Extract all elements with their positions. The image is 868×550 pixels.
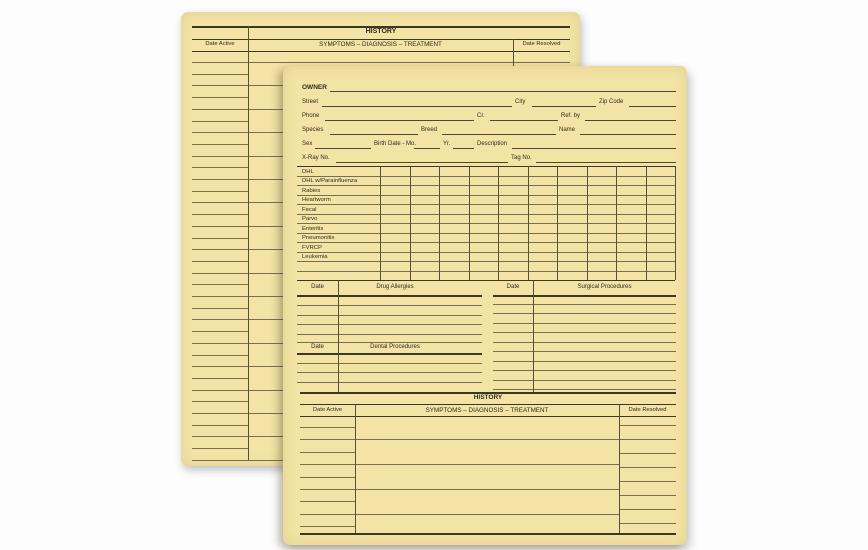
rule-line — [192, 156, 248, 157]
rule-line — [297, 242, 675, 243]
phone-label: Phone — [302, 113, 320, 119]
rule-line — [619, 453, 676, 454]
xray-no-label: X-Ray No. — [302, 155, 330, 161]
rule-line — [192, 319, 248, 320]
rule-line — [355, 514, 619, 515]
rule-line — [192, 425, 248, 426]
rule-line — [493, 295, 676, 297]
divider-line — [338, 281, 339, 392]
divider-line — [380, 166, 381, 280]
divider-line — [248, 26, 249, 460]
rule-line — [297, 363, 482, 364]
rule-line — [493, 361, 676, 362]
rule-line — [300, 427, 355, 428]
rule-line — [297, 252, 675, 253]
rule-line — [192, 296, 248, 297]
rule-line — [300, 452, 355, 453]
rule-line — [629, 106, 676, 107]
rule-line — [493, 351, 676, 352]
rule-line — [493, 313, 676, 314]
divider-line — [533, 281, 534, 392]
sex-label: Sex — [302, 141, 313, 147]
rule-line — [192, 97, 248, 98]
rule-line — [192, 144, 248, 145]
rule-line — [300, 526, 355, 527]
rule-line — [322, 106, 512, 107]
dental-date-header: Date — [311, 343, 324, 350]
rule-line — [493, 380, 676, 381]
rule-line — [192, 308, 248, 309]
breed-label: Breed — [421, 127, 438, 133]
rule-line — [619, 439, 676, 440]
rule-line — [414, 148, 440, 149]
front-col-date-resolved: Date Resolved — [628, 407, 667, 413]
rule-line — [300, 501, 355, 502]
rule-line — [297, 324, 482, 325]
rule-line — [453, 148, 474, 149]
divider-line — [675, 166, 676, 280]
vaccine-row-label: Heartworm — [302, 197, 331, 203]
vaccine-row-label: Enteritis — [302, 225, 324, 232]
rule-line — [493, 342, 676, 343]
owner-label: OWNER — [302, 84, 327, 91]
species-label: Species — [302, 127, 324, 133]
rule-line — [192, 132, 248, 133]
rule-line — [192, 121, 248, 122]
front-col-date-active: Date Active — [312, 407, 343, 413]
vaccine-row-label: Leukemia — [302, 254, 328, 260]
vaccine-row-label: DHL w/Parainfluenza — [302, 178, 358, 184]
rule-line — [297, 305, 482, 306]
rule-line — [493, 332, 676, 333]
vaccine-row-label: Parvo — [302, 216, 318, 222]
allergies-title-header: Drug Allergies — [376, 283, 414, 290]
rule-line — [297, 342, 482, 343]
rule-line — [192, 202, 248, 203]
rule-line — [619, 467, 676, 468]
rule-line — [355, 489, 619, 490]
rule-line — [330, 134, 418, 135]
rule-line — [536, 162, 676, 163]
surgical-title-header: Surgical Procedures — [577, 283, 632, 290]
rule-line — [580, 134, 676, 135]
front-record-card — [283, 66, 687, 545]
rule-line — [325, 120, 474, 121]
rule-line — [192, 460, 248, 461]
rule-line — [192, 214, 248, 215]
front-col-symptoms: SYMPTOMS – DIAGNOSIS – TREATMENT — [425, 406, 549, 414]
rule-line — [442, 134, 556, 135]
rule-line — [619, 481, 676, 482]
rule-line — [493, 370, 676, 371]
divider-line — [557, 166, 558, 280]
rule-line — [192, 249, 248, 250]
rule-line — [330, 91, 676, 92]
rule-line — [297, 185, 675, 186]
rule-line — [297, 315, 482, 316]
rule-line — [300, 533, 676, 535]
rule-line — [192, 284, 248, 285]
rule-line — [192, 238, 248, 239]
rule-line — [585, 120, 676, 121]
rule-line — [355, 439, 619, 440]
rule-line — [300, 464, 355, 465]
rule-line — [248, 62, 513, 63]
back-col-symptoms: SYMPTOMS – DIAGNOSIS – TREATMENT — [319, 40, 442, 48]
rule-line — [192, 74, 248, 75]
rule-line — [297, 334, 482, 335]
vaccine-row-label: Rabies — [302, 187, 321, 194]
rule-line — [619, 509, 676, 510]
rule-line — [336, 162, 508, 163]
rule-line — [297, 271, 675, 272]
divider-line — [410, 166, 411, 280]
rule-line — [297, 372, 482, 373]
rule-line — [192, 261, 248, 262]
back-col-date-resolved: Date Resolved — [522, 41, 561, 47]
back-history-title: HISTORY — [365, 27, 397, 35]
vaccine-row-label: Pneumonitis — [302, 235, 335, 241]
rule-line — [192, 378, 248, 379]
rule-line — [315, 148, 371, 149]
rule-line — [297, 166, 675, 167]
rule-line — [192, 436, 248, 437]
rule-line — [513, 62, 570, 63]
rule-line — [300, 392, 676, 394]
surgical-date-header: Date — [506, 283, 520, 290]
description-label: Description — [477, 141, 508, 147]
rule-line — [192, 179, 248, 180]
rule-line — [192, 343, 248, 344]
rule-line — [192, 390, 248, 391]
divider-line — [355, 404, 356, 533]
rule-line — [300, 489, 355, 490]
zip-code-label: Zip Code — [599, 99, 624, 105]
allergies-date-header: Date — [311, 283, 324, 290]
rule-line — [619, 425, 676, 426]
divider-line — [498, 166, 499, 280]
divider-line — [616, 166, 617, 280]
rule-line — [192, 366, 248, 367]
rule-line — [192, 273, 248, 274]
rule-line — [192, 191, 248, 192]
rule-line — [297, 261, 675, 262]
ref-by-label: Ref. by — [561, 113, 581, 119]
rule-line — [300, 477, 355, 478]
rule-line — [297, 214, 675, 215]
rule-line — [297, 382, 482, 383]
rule-line — [493, 323, 676, 324]
vaccine-row-label: FVRCP — [302, 244, 322, 251]
rule-line — [192, 62, 248, 63]
tag-no-label: Tag No. — [511, 155, 532, 161]
rule-line — [297, 195, 675, 196]
rule-line — [619, 523, 676, 524]
front-history-title: HISTORY — [473, 393, 503, 401]
divider-line — [587, 166, 588, 280]
rule-line — [490, 120, 558, 121]
birth-date-label: Birth Date - Mo. — [374, 141, 417, 147]
dental-title-header: Dental Procedures — [370, 343, 420, 350]
rule-line — [192, 355, 248, 356]
rule-line — [297, 280, 675, 281]
divider-line — [646, 166, 647, 280]
rule-line — [192, 226, 248, 227]
divider-line — [619, 404, 620, 533]
rule-line — [493, 389, 676, 390]
rule-line — [297, 233, 675, 234]
rule-line — [300, 514, 355, 515]
rule-line — [300, 439, 355, 440]
rule-line — [619, 495, 676, 496]
rule-line — [192, 109, 248, 110]
rule-line — [192, 85, 248, 86]
divider-line — [528, 166, 529, 280]
rule-line — [192, 448, 248, 449]
cr-label: Cr. — [477, 113, 485, 119]
rule-line — [512, 148, 676, 149]
name-label: Name — [559, 127, 576, 133]
rule-line — [192, 401, 248, 402]
rule-line — [297, 295, 482, 297]
rule-line — [297, 223, 675, 224]
city-label: City — [515, 99, 526, 105]
rule-line — [297, 353, 482, 355]
street-label: Street — [302, 99, 319, 105]
rule-line — [493, 304, 676, 305]
rule-line — [297, 204, 675, 205]
yr-label: Yr. — [443, 141, 451, 147]
vaccine-row-label: Fecal — [302, 206, 317, 213]
rule-line — [532, 106, 596, 107]
back-col-date-active: Date Active — [205, 41, 235, 47]
rule-line — [192, 413, 248, 414]
rule-line — [355, 464, 619, 465]
vaccine-row-label: DHL — [302, 168, 314, 175]
rule-line — [297, 176, 675, 177]
rule-line — [192, 331, 248, 332]
rule-line — [192, 167, 248, 168]
divider-line — [469, 166, 470, 280]
divider-line — [439, 166, 440, 280]
